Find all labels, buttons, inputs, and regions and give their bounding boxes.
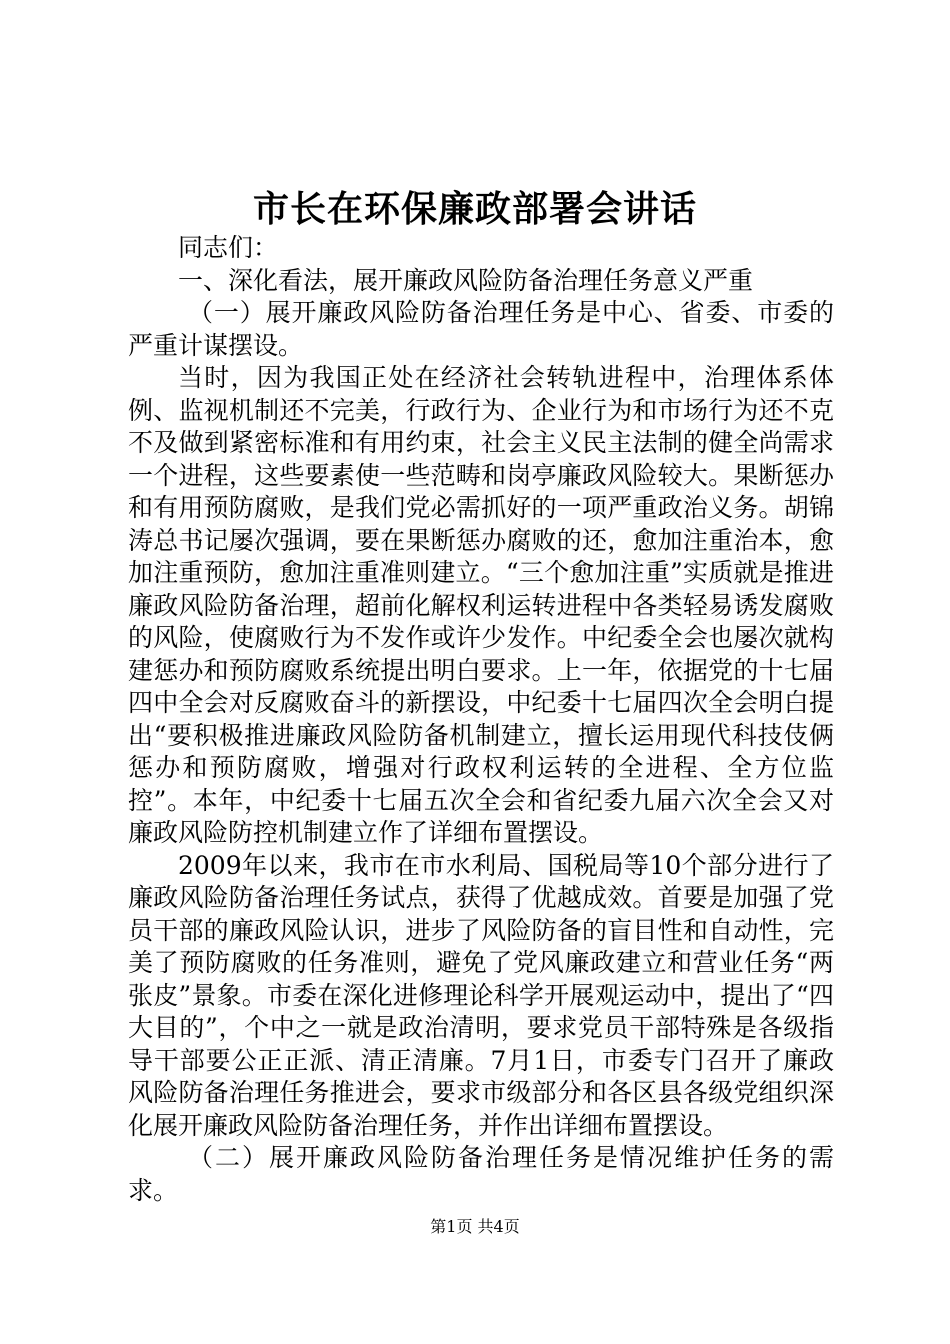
section-heading: 一、深化看法，展开廉政风险防备治理任务意义严重 (178, 265, 754, 295)
salutation: 同志们： (178, 233, 279, 262)
body-paragraph: 2009年以来，我市在市水利局、国税局等10个部分进行了廉政风险防备治理任务试点，获得了优越成效。首要是加强了党员干部的廉政风险认识，进步了风险防备的盲目性和自动性，完美了预防腐败的任务准则，避免了党风廉政建立和营业任务“两张皮”景象。市委在深化进修理论科学开展观运动中，提出了“四大目的”，个中之一就是政治清明，要求党员干部特殊是各级指导干部要公正正派、清正清廉。7月1日，市委专门召开了廉政风险防备治理任务推进会，要求市级部分和各区县各级党组织深化展开廉政风险防备治理任务，并作出详细布置摆设。 (128, 850, 834, 1140)
body-paragraph: 当时，因为我国正处在经济社会转轨进程中，治理体系体例、监视机制还不完美，行政行为、企业行为和市场行为还不克不及做到紧密标准和有用约束，社会主义民主法制的健全尚需求一个进程，这些要素使一些范畴和岗亭廉政风险较大。果断惩办和有用预防腐败，是我们党必需抓好的一项严重政治义务。胡锦涛总书记屡次强调，要在果断惩办腐败的还，愈加注重治本，愈加注重预防，愈加注重准则建立。“三个愈加注重”实质就是推进廉政风险防备治理，超前化解权利运转进程中各类轻易诱发腐败的风险，使腐败行为不发作或许少发作。中纪委全会也屡次就构建惩办和预防腐败系统提出明白要求。上一年，依据党的十七届四中全会对反腐败奋斗的新摆设，中纪委十七届四次全会明白提出“要积极推进廉政风险防备机制建立，擅长运用现代科技伎俩惩办和预防腐败，增强对行政权利运转的全进程、全方位监控”。本年，中纪委十七届五次全会和省纪委九届六次全会又对廉政风险防控机制建立作了详细布置摆设。 (128, 363, 834, 847)
document-title: 市长在环保廉政部署会讲话 (252, 188, 697, 230)
page-number: 第1页 共4页 (430, 1217, 520, 1236)
subsection-heading: （一）展开廉政风险防备治理任务是中心、省委、市委的严重计谋摆设。 (128, 298, 834, 360)
page-footer (0, 1216, 950, 1238)
subsection-heading: （二）展开廉政风险防备治理任务是情况维护任务的需求。 (128, 1143, 834, 1205)
document-body (128, 232, 834, 1207)
